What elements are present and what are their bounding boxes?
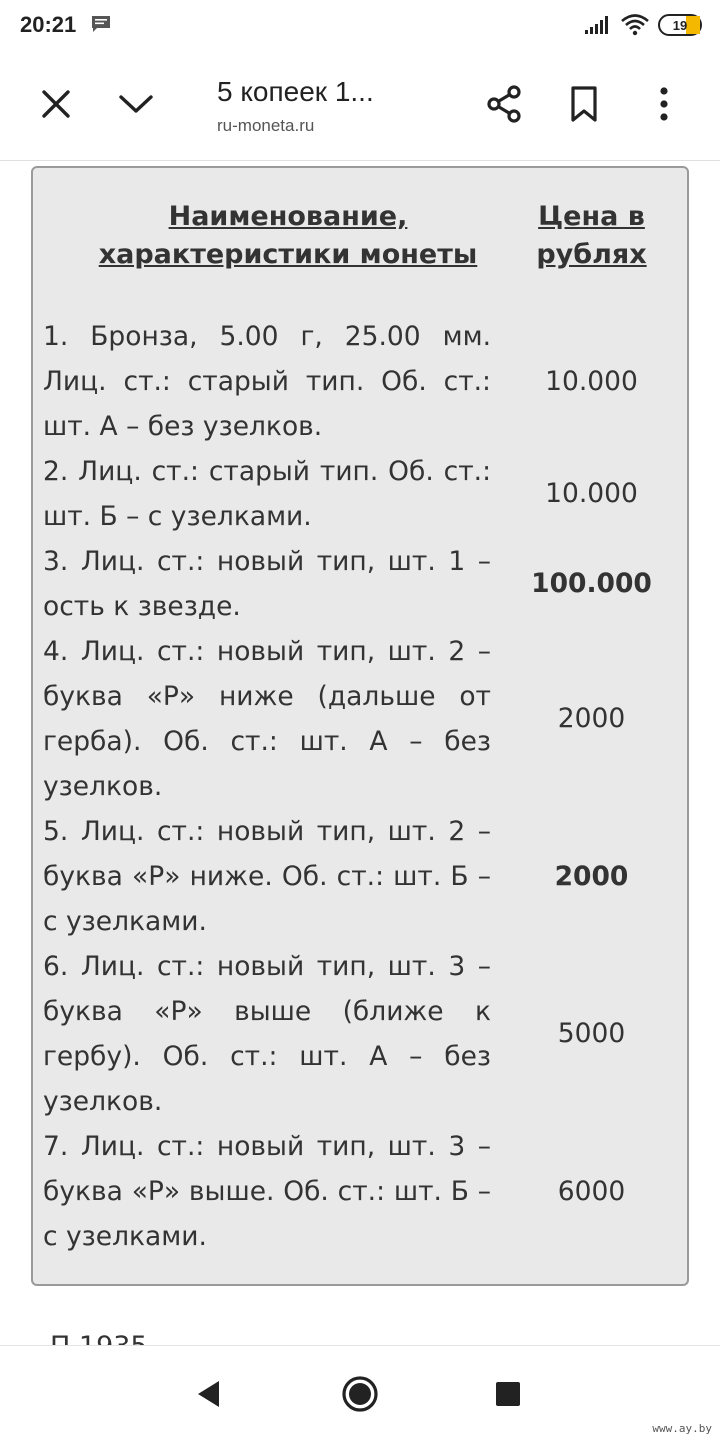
row-price: 6000 (557, 1176, 626, 1207)
price-table (31, 166, 689, 1286)
back-icon (195, 1379, 221, 1409)
row-description: 4. Лиц. ст.: новый тип, шт. 2 – буква «Р» ниже (дальше от герба). Об. ст.: шт. А – без узелков. (43, 636, 491, 802)
row-description: 6. Лиц. ст.: новый тип, шт. 3 – буква «Р» выше (ближе к гербу). Об. ст.: шт. А – без узелков. (43, 951, 491, 1117)
signal-icon (584, 15, 612, 35)
home-icon (341, 1375, 379, 1413)
custom-tab-toolbar (0, 50, 720, 161)
row-price: 5000 (557, 1018, 626, 1049)
row-price: 100.000 (531, 568, 652, 599)
chevron-down-icon (118, 93, 154, 115)
page-title: 5 копеек 1... (217, 76, 374, 107)
row-price: 2000 (557, 703, 626, 734)
message-icon (90, 14, 112, 34)
row-description: 7. Лиц. ст.: новый тип, шт. 3 – буква «Р» выше. Об. ст.: шт. Б – с узелками. (43, 1131, 491, 1252)
recents-icon (495, 1381, 521, 1407)
row-price: 2000 (554, 861, 629, 892)
back-button[interactable] (188, 1374, 228, 1414)
page-content[interactable] (0, 161, 720, 1345)
more-options-button[interactable] (638, 78, 690, 130)
row-description: 3. Лиц. ст.: новый тип, шт. 1 – ость к звезде. (43, 546, 491, 622)
row-price: 10.000 (545, 478, 638, 509)
row-description: 1. Бронза, 5.00 г, 25.00 мм. Лиц. ст.: старый тип. Об. ст.: шт. А – без узелков. (43, 321, 491, 442)
home-button[interactable] (340, 1374, 380, 1414)
bookmark-button[interactable] (558, 78, 610, 130)
status-icons (584, 12, 702, 38)
page-url: ru-moneta.ru (217, 116, 315, 135)
column-header-price: Цена в рублях (536, 201, 647, 270)
collapse-button[interactable] (110, 78, 162, 130)
row-price: 10.000 (545, 366, 638, 397)
recents-button[interactable] (488, 1374, 528, 1414)
wifi-icon (620, 13, 650, 37)
battery-icon (658, 14, 702, 36)
watermark: www.ay.by (652, 1422, 712, 1435)
column-header-name: Наименование, характеристики монеты (98, 201, 478, 270)
status-bar (0, 0, 720, 50)
close-button[interactable] (30, 78, 82, 130)
system-nav-bar (0, 1345, 720, 1441)
share-button[interactable] (478, 78, 530, 130)
status-time: 20:21 (20, 12, 77, 37)
share-icon (484, 84, 524, 124)
row-description: 2. Лиц. ст.: старый тип. Об. ст.: шт. Б – с узелками. (43, 456, 491, 532)
battery-level: 19 (672, 17, 688, 33)
close-icon (41, 89, 71, 119)
bookmark-icon (569, 85, 599, 123)
more-vert-icon (659, 86, 669, 122)
row-description: 5. Лиц. ст.: новый тип, шт. 2 – буква «Р» ниже. Об. ст.: шт. Б – с узелками. (43, 816, 491, 937)
